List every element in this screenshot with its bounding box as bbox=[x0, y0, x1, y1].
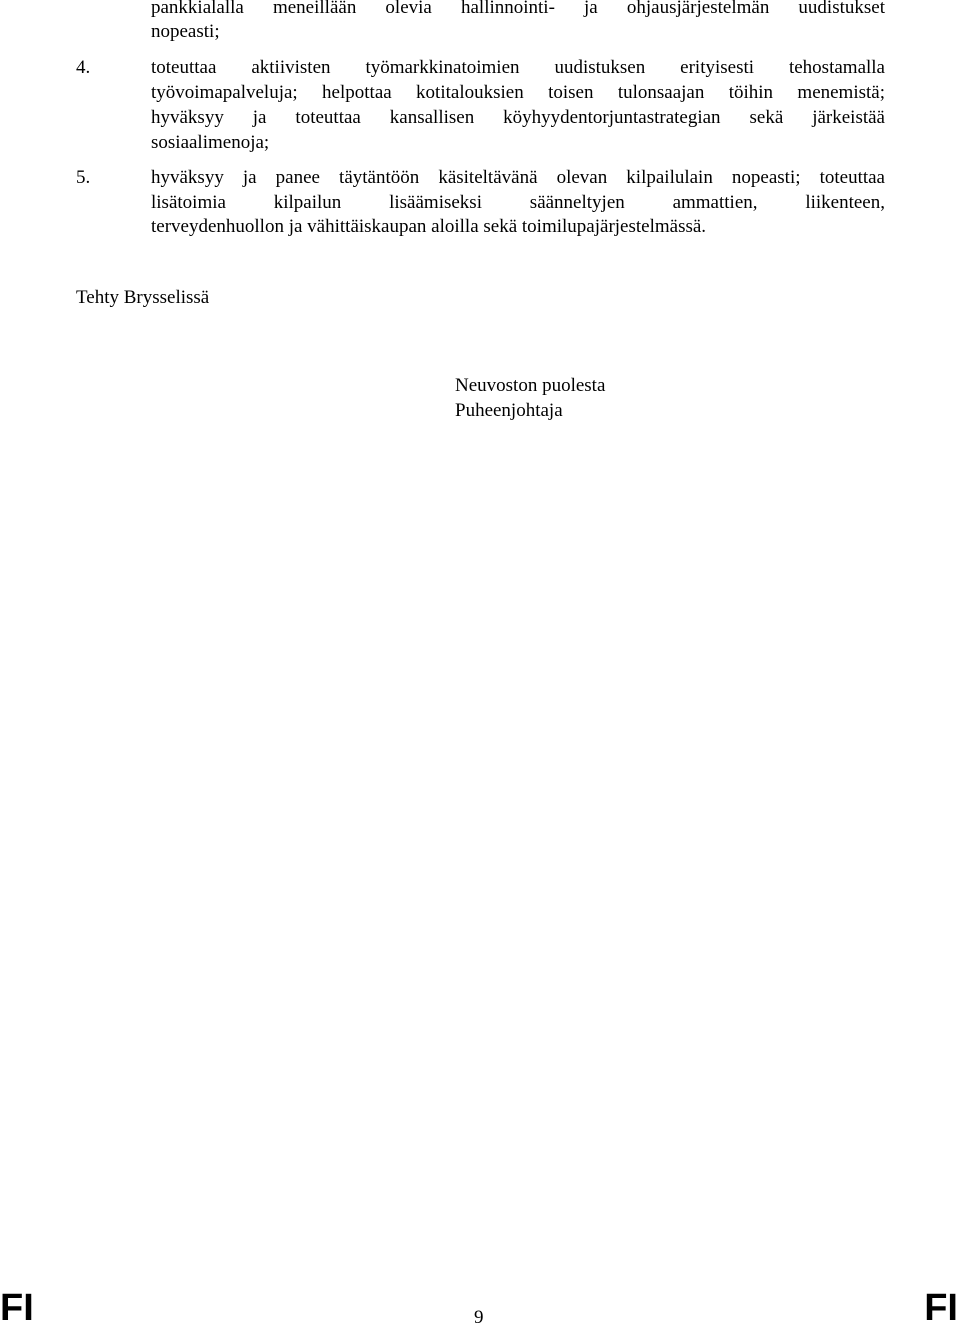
footer-language-left: FI bbox=[0, 1287, 34, 1329]
item-4-line-2: työvoimapalveluja; helpottaa kotitalouksien toisen tulonsaajan töihin menemistä; bbox=[151, 82, 885, 103]
item-4-line-4: sosiaalimenoja; bbox=[151, 132, 270, 153]
continuation-line-2: nopeasti; bbox=[151, 21, 220, 42]
page-number: 9 bbox=[474, 1307, 484, 1328]
item-5-number: 5. bbox=[76, 167, 91, 188]
signature-line-1: Neuvoston puolesta bbox=[455, 375, 606, 396]
item-5-line-1: hyväksyy ja panee täytäntöön käsiteltävänä olevan kilpailulain nopeasti; toteuttaa bbox=[151, 167, 885, 188]
footer-language-right: FI bbox=[924, 1287, 958, 1329]
item-4-number: 4. bbox=[76, 57, 91, 78]
item-4-line-3: hyväksyy ja toteuttaa kansallisen köyhyydentorjuntastrategian sekä järkeistää bbox=[151, 107, 885, 128]
item-4-line-1: toteuttaa aktiivisten työmarkkinatoimien uudistuksen erityisesti tehostamalla bbox=[151, 57, 885, 78]
item-5-line-3: terveydenhuollon ja vähittäiskaupan aloilla sekä toimilupajärjestelmässä. bbox=[151, 216, 707, 237]
item-5-line-2: lisätoimia kilpailun lisäämiseksi säänneltyjen ammattien, liikenteen, bbox=[151, 192, 885, 213]
place-text: Tehty Brysselissä bbox=[76, 287, 210, 308]
continuation-line-1: pankkialalla meneillään olevia hallinnointi- ja ohjausjärjestelmän uudistukset bbox=[151, 0, 885, 18]
signature-line-2: Puheenjohtaja bbox=[455, 400, 563, 421]
